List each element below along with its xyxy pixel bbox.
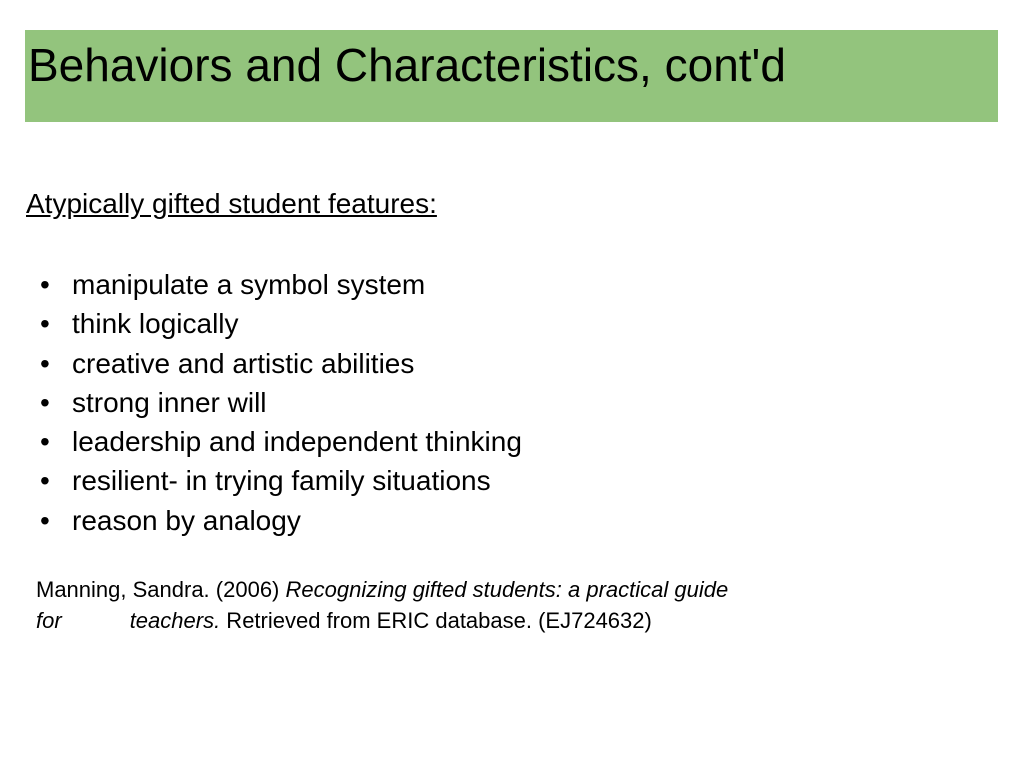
citation-title-for: for — [36, 608, 62, 633]
list-item-text: creative and artistic abilities — [72, 347, 415, 379]
list-item — [30, 304, 522, 343]
list-item — [30, 501, 522, 540]
bullet-dot: • — [40, 386, 50, 418]
bullet-list — [30, 265, 522, 540]
list-item-text: resilient- in trying family situations — [72, 465, 491, 497]
list-item-text: leadership and independent thinking — [72, 426, 522, 458]
list-item-text: strong inner will — [72, 386, 267, 418]
citation-retrieval: Retrieved from ERIC database. (EJ724632) — [220, 608, 652, 633]
subheading: Atypically gifted student features: — [26, 188, 437, 219]
list-item-text: think logically — [72, 308, 239, 340]
citation-title: Recognizing gifted students: a practical guide — [285, 577, 729, 602]
list-item — [30, 344, 522, 383]
list-item — [30, 265, 522, 304]
bullet-dot: • — [40, 347, 50, 379]
list-item — [30, 461, 522, 500]
title-band — [25, 30, 998, 122]
bullet-dot: • — [40, 426, 50, 458]
citation — [36, 574, 728, 636]
citation-title-end: teachers. — [129, 608, 221, 633]
bullet-dot: • — [40, 465, 50, 497]
list-item — [30, 383, 522, 422]
list-item — [30, 422, 522, 461]
slide-title: Behaviors and Characteristics, cont'd — [28, 39, 786, 91]
bullet-dot: • — [40, 308, 50, 340]
bullet-dot: • — [40, 504, 50, 536]
citation-author-year: Manning, Sandra. (2006) — [36, 577, 286, 602]
bullet-dot: • — [40, 269, 50, 300]
list-item-text: reason by analogy — [72, 504, 301, 536]
list-item-text: manipulate a symbol system — [72, 269, 426, 300]
